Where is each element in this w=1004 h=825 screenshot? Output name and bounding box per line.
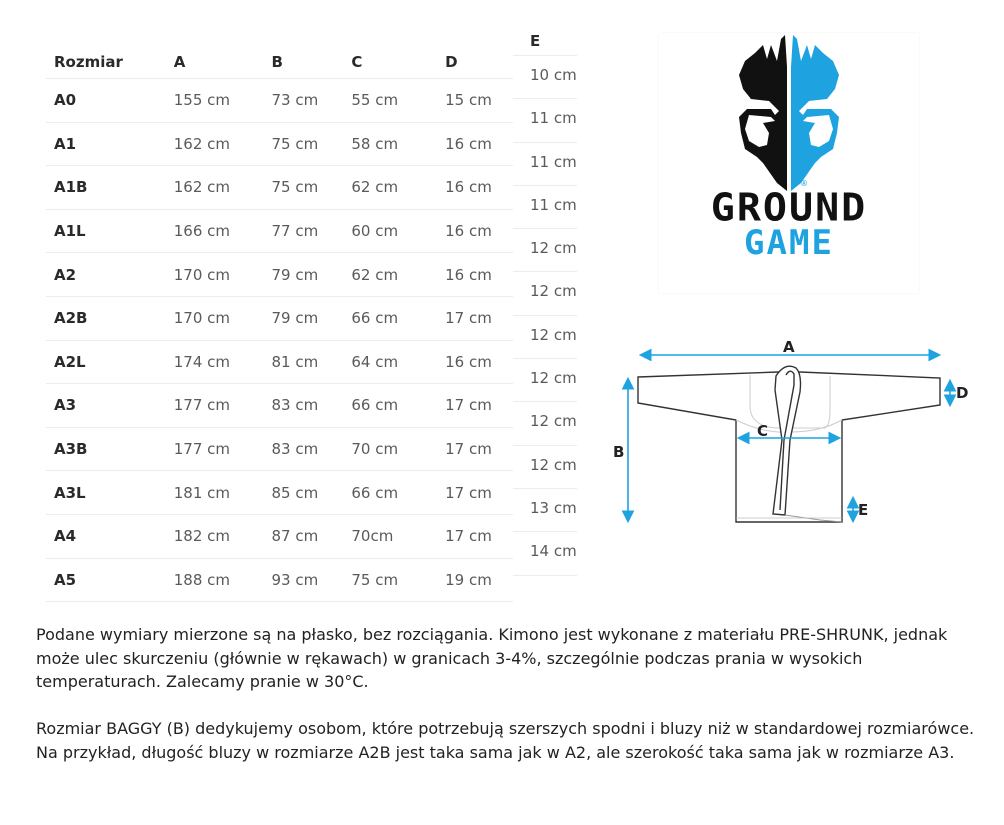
cell-b: 81 cm	[264, 340, 344, 384]
table-row	[46, 340, 513, 384]
note-baggy: Rozmiar BAGGY (B) dedykujemy osobom, które potrzebują szerszych spodni i bluzy niż w standardowej rozmiarówce. Na przykład, długość bluzy w rozmiarze A2B jest taka sama jak w A2, ale szerokość taka sama jak w rozmiarze A3.	[36, 719, 975, 762]
size-name: A2L	[46, 340, 166, 384]
cell-a: 155 cm	[166, 79, 264, 123]
size-name: A5	[46, 558, 166, 602]
cell-e: 11 cm	[513, 99, 577, 142]
logo-text-game: GAME	[744, 223, 834, 263]
cell-c: 66 cm	[343, 296, 437, 340]
cell-d: 17 cm	[437, 471, 513, 515]
table-row	[46, 384, 513, 428]
label-a: A	[783, 338, 795, 356]
size-table-header-row	[46, 30, 513, 79]
cell-d: 17 cm	[437, 384, 513, 428]
cell-b: 77 cm	[264, 209, 344, 253]
cell-a: 182 cm	[166, 514, 264, 558]
table-row	[46, 166, 513, 210]
cell-b: 85 cm	[264, 471, 344, 515]
label-e: E	[858, 501, 869, 519]
cell-e: 12 cm	[513, 402, 577, 445]
header-a: A	[166, 30, 264, 79]
cell-d: 16 cm	[437, 166, 513, 210]
size-name: A4	[46, 514, 166, 558]
skull-helmet-icon	[659, 33, 919, 193]
cell-b: 83 cm	[264, 384, 344, 428]
cell-b: 87 cm	[264, 514, 344, 558]
cell-c: 62 cm	[343, 253, 437, 297]
cell-a: 170 cm	[166, 296, 264, 340]
label-d: D	[956, 384, 969, 402]
cell-c: 62 cm	[343, 166, 437, 210]
size-table	[46, 30, 513, 602]
header-d: D	[437, 30, 513, 79]
table-row	[46, 79, 513, 123]
cell-b: 79 cm	[264, 296, 344, 340]
svg-text:®: ®	[800, 179, 808, 188]
table-row	[46, 471, 513, 515]
label-c: C	[757, 422, 769, 440]
header-rozmiar: Rozmiar	[46, 30, 166, 79]
kimono-measurement-diagram	[600, 330, 1000, 540]
label-b: B	[613, 443, 625, 461]
cell-d: 16 cm	[437, 122, 513, 166]
table-row	[46, 558, 513, 602]
cell-a: 188 cm	[166, 558, 264, 602]
cell-a: 177 cm	[166, 384, 264, 428]
e-column	[513, 28, 577, 576]
cell-e: 11 cm	[513, 143, 577, 186]
size-name: A0	[46, 79, 166, 123]
cell-d: 15 cm	[437, 79, 513, 123]
cell-e: 14 cm	[513, 532, 577, 575]
cell-a: 174 cm	[166, 340, 264, 384]
logo-text-ground: GROUND	[710, 186, 868, 230]
cell-e: 12 cm	[513, 272, 577, 315]
cell-d: 16 cm	[437, 340, 513, 384]
size-name: A1	[46, 122, 166, 166]
cell-b: 75 cm	[264, 166, 344, 210]
cell-a: 166 cm	[166, 209, 264, 253]
table-row	[46, 253, 513, 297]
cell-d: 17 cm	[437, 427, 513, 471]
cell-a: 162 cm	[166, 166, 264, 210]
size-name: A1L	[46, 209, 166, 253]
cell-a: 170 cm	[166, 253, 264, 297]
size-name: A1B	[46, 166, 166, 210]
cell-a: 181 cm	[166, 471, 264, 515]
cell-b: 83 cm	[264, 427, 344, 471]
cell-c: 60 cm	[343, 209, 437, 253]
cell-c: 70 cm	[343, 427, 437, 471]
cell-c: 58 cm	[343, 122, 437, 166]
header-b: B	[264, 30, 344, 79]
cell-e: 10 cm	[513, 56, 577, 99]
size-name: A2	[46, 253, 166, 297]
table-row	[46, 514, 513, 558]
cell-a: 162 cm	[166, 122, 264, 166]
ground-game-logo	[659, 33, 919, 293]
table-row	[46, 427, 513, 471]
size-notes	[36, 623, 976, 788]
size-name: A3L	[46, 471, 166, 515]
table-row	[46, 209, 513, 253]
cell-c: 64 cm	[343, 340, 437, 384]
cell-e: 12 cm	[513, 316, 577, 359]
cell-d: 16 cm	[437, 253, 513, 297]
cell-c: 66 cm	[343, 471, 437, 515]
cell-e: 11 cm	[513, 186, 577, 229]
cell-a: 177 cm	[166, 427, 264, 471]
cell-d: 16 cm	[437, 209, 513, 253]
cell-d: 19 cm	[437, 558, 513, 602]
cell-e: 13 cm	[513, 489, 577, 532]
cell-b: 75 cm	[264, 122, 344, 166]
cell-b: 93 cm	[264, 558, 344, 602]
cell-e: 12 cm	[513, 229, 577, 272]
cell-c: 75 cm	[343, 558, 437, 602]
cell-b: 73 cm	[264, 79, 344, 123]
size-name: A2B	[46, 296, 166, 340]
cell-c: 70cm	[343, 514, 437, 558]
cell-d: 17 cm	[437, 514, 513, 558]
cell-c: 55 cm	[343, 79, 437, 123]
size-name: A3B	[46, 427, 166, 471]
note-measurement: Podane wymiary mierzone są na płasko, bez rozciągania. Kimono jest wykonane z materiału PRE-SHRUNK, jednak może ulec skurczeniu (głównie w rękawach) w granicach 3-4%, szczególnie podczas prania w wysokich temperaturach. Zalecamy pranie w 30°C.	[36, 625, 948, 691]
cell-b: 79 cm	[264, 253, 344, 297]
header-e: E	[513, 28, 577, 56]
cell-c: 66 cm	[343, 384, 437, 428]
table-row	[46, 296, 513, 340]
cell-e: 12 cm	[513, 446, 577, 489]
size-name: A3	[46, 384, 166, 428]
cell-e: 12 cm	[513, 359, 577, 402]
cell-d: 17 cm	[437, 296, 513, 340]
table-row	[46, 122, 513, 166]
header-c: C	[343, 30, 437, 79]
